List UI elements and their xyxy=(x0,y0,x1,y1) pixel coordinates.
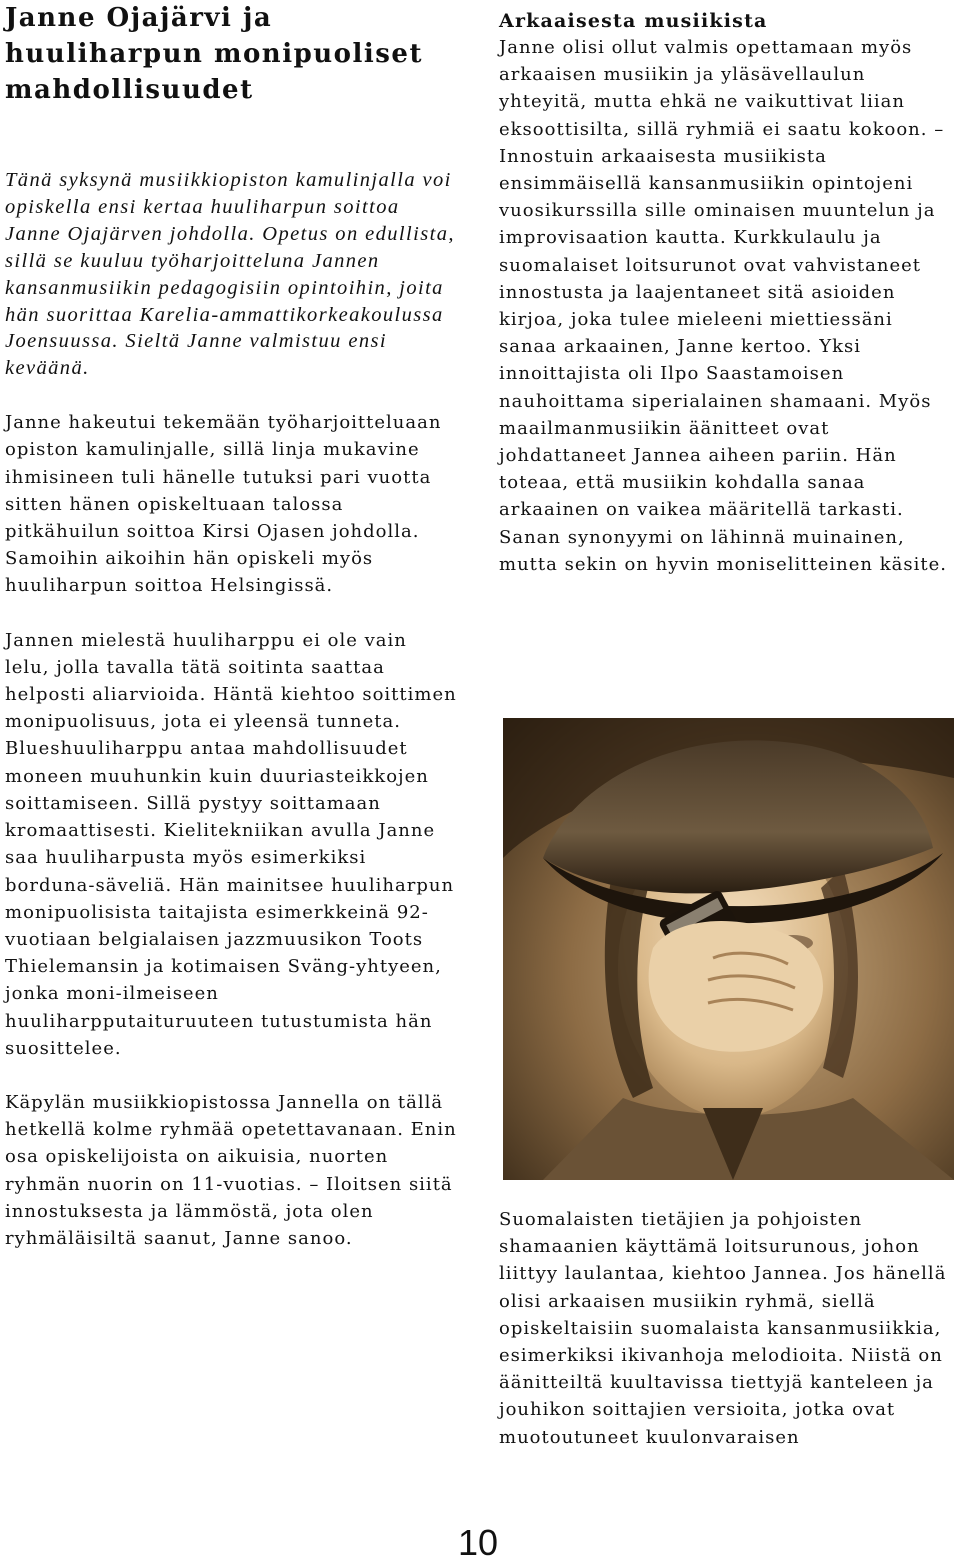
paragraph-2: Jannen mielestä huuliharppu ei ole vain lelu, jolla tavalla tätä soitinta saattaa helposti aliarvioida. Häntä kiehtoo soittimen monipuolisuus, jota ei yleensä tunneta. Blueshuuliharppu antaa mahdollisuudet moneen muuhunkin kuin duuriasteikkojen soittamiseen. Sillä pystyy soittamaan kromaattisesti. Kielitekniikan avulla Janne saa huuliharpusta myös esimerkiksi borduna-säveliä. Hän mainitsee huuliharpun monipuolisista taitajista esimerkkeinä 92-vuotiaan belgialaisen jazzmuusikon Toots Thielemansin ja kotimaisen Sväng-yhtyeen, jonka moni-ilmeiseen huuliharpputaituruuteen tutustumista hän suosittelee. xyxy=(5,629,457,1059)
paragraph-1: Janne hakeutui tekemään työharjoitteluaan opiston kamulinjalle, sillä linja mukavine ihmisineen tuli hänelle tutuksi pari vuotta sitten hänen opiskeltuaan talossa pitkähuilun soittoa Kirsi Ojasen johdolla. Samoihin aikoihin hän opiskeli myös huuliharpun soittoa Helsingissä. xyxy=(5,412,442,597)
portrait-photo xyxy=(503,718,954,1180)
right-bottom-text xyxy=(499,1206,954,1451)
left-column xyxy=(5,0,457,1252)
paragraph-3: Käpylän musiikkiopistossa Jannella on tällä hetkellä kolme ryhmää opetettavanaan. Enin osa opiskelijoista on aikuisia, nuorten ryhmän nuorin on 11-vuotias. – Iloitsen siitä innostuksesta ja lämmöstä, jota olen ryhmäläisiltä saanut, Janne sanoo. xyxy=(5,1091,457,1249)
paragraph-5: Suomalaisten tietäjien ja pohjoisten shamaanien käyttämä loitsurunous, johon liittyy laulantaa, kiehtoo Jannea. Jos hänellä olisi arkaaisen musiikin ryhmä, siellä opiskeltaisiin suomalaista kansanmusiikkia, esimerkiksi ikivanhoja melodioita. Niistä on äänitteiltä kuultavissa tiettyjä kanteleen ja jouhikon soittajien versioita, jotka ovat muotoutuneet kuulonvaraisen xyxy=(499,1209,947,1448)
paragraph-4: Janne olisi ollut valmis opettamaan myös arkaaisen musiikin ja yläsävellaulun yhteyitä, mutta ehkä ne vaikuttivat liian eksoottisilta, sillä ryhmiä ei saatu kokoon. – Innostuin arkaaisesta musiikista ensimmäisellä kansanmusiikin opintojeni vuosikurssilla sille ominaisen muuntelun ja improvisaation kautta. Kurkkulaulu ja suomalaiset loitsurunot ovat vahvistaneet innostusta ja laajentaneet sitä asioiden kirjoa, joka tulee mieleeni miettiessäni sanaa arkaainen, Janne kertoo. Yksi innoittajista oli Ilpo Saastamoisen nauhoittama siperialainen shamaani. Myös maailmanmusiikin äänitteet ovat johdattaneet Jannea aiheen pariin. Hän toteaa, että musiikin kohdalla sanaa arkaainen on vaikea määritellä tarkasti. Sanan synonyymi on lähinnä muinainen, mutta sekin on hyvin moniselitteinen käsite. xyxy=(499,37,947,575)
right-column xyxy=(499,8,954,578)
article-title: Janne Ojajärvi ja huuliharpun monipuoliset mahdollisuudet xyxy=(5,3,423,105)
harmonica-player-illustration xyxy=(503,718,954,1180)
section-subheading: Arkaaisesta musiikista xyxy=(499,10,768,32)
page-number: 10 xyxy=(457,1522,499,1563)
article-lead: Tänä syksynä musiikkiopiston kamulinjalla voi opiskella ensi kertaa huuliharpun soittoa Janne Ojajärven johdolla. Opetus on edullista, sillä se kuuluu työharjoitteluna Jannen kansanmusiikin pedagogisiin opintoihin, joita hän suorittaa Karelia-ammattikorkeakoulussa Joensuussa. Sieltä Janne valmistuu ensi keväänä. xyxy=(5,169,455,380)
